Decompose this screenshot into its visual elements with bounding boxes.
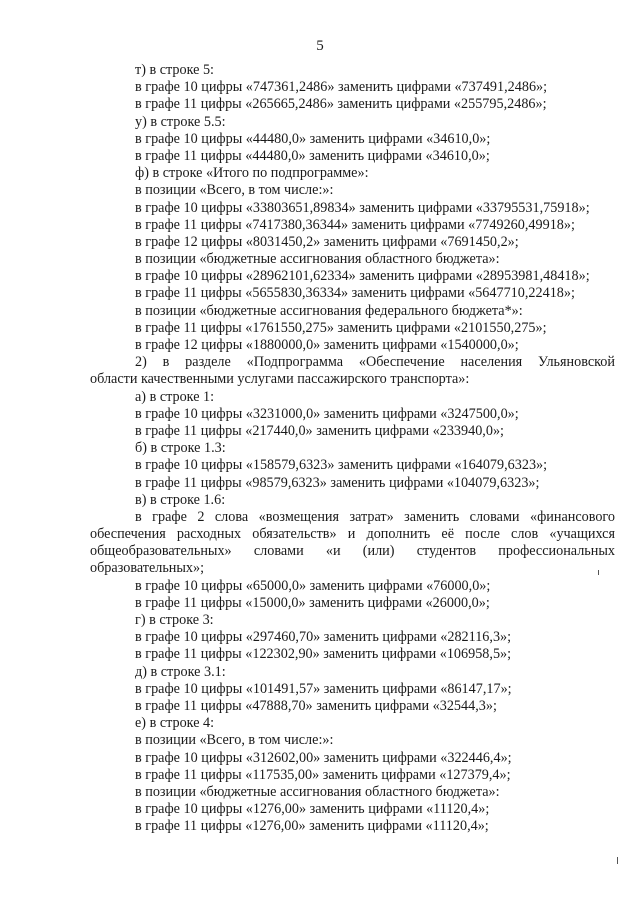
text-line: в графе 11 цифры «265665,2486» заменить цифрами «255795,2486»; [135, 96, 547, 113]
page-number: 5 [316, 38, 324, 54]
text-line: в позиции «бюджетные ассигнования областного бюджета»: [135, 251, 500, 268]
text-line: в графе 11 цифры «122302,90» заменить цифрами «106958,5»; [135, 646, 512, 663]
text-line: в) в строке 1.6: [135, 491, 226, 508]
text-line: в графе 12 цифры «1880000,0» заменить цифрами «1540000,0»; [135, 337, 519, 353]
text-line: в позиции «Всего, в том числе:»: [135, 182, 334, 199]
text-line: в графе 10 цифры «44480,0» заменить цифрами «34610,0»; [135, 130, 491, 147]
text-line: е) в строке 4: [135, 715, 215, 732]
text-line: в графе 10 цифры «101491,57» заменить цифрами «86147,17»; [135, 680, 512, 697]
text-line: в графе 10 цифры «33803651,89834» заменить цифрами «33795531,75918»; [135, 199, 590, 216]
text-line: в графе 10 цифры «3231000,0» заменить цифрами «3247500,0»; [135, 405, 519, 422]
text-line: в графе 11 цифры «7417380,36344» заменить цифрами «7749260,49918»; [135, 216, 575, 233]
text-line: в графе 11 цифры «47888,70» заменить цифрами «32544,3»; [135, 697, 497, 714]
text-line: 2) в разделе «Подпрограмма «Обеспечение населения Ульяновской [135, 354, 615, 371]
text-line: в графе 11 цифры «98579,6323» заменить цифрами «104079,6323»; [135, 474, 540, 491]
text-line: в графе 12 цифры «8031450,2» заменить цифрами «7691450,2»; [135, 233, 519, 250]
text-line: в графе 11 цифры «1276,00» заменить цифрами «11120,4»; [135, 818, 489, 835]
text-line: в графе 10 цифры «28962101,62334» заменить цифрами «28953981,48418»; [135, 268, 590, 285]
text-line: в графе 11 цифры «5655830,36334» заменить цифрами «5647710,22418»; [135, 285, 575, 302]
text-line: в графе 10 цифры «158579,6323» заменить цифрами «164079,6323»; [135, 457, 548, 474]
text-line: в графе 11 цифры «217440,0» заменить цифрами «233940,0»; [135, 422, 504, 439]
text-line: у) в строке 5.5: [135, 113, 226, 130]
text-line: г) в строке 3: [135, 612, 214, 628]
text-line: в графе 10 цифры «65000,0» заменить цифрами «76000,0»; [135, 577, 491, 594]
scan-speck [598, 570, 599, 575]
text-line: т) в строке 5: [135, 62, 214, 78]
document-body [90, 62, 615, 835]
text-line: в графе 2 слова «возмещения затрат» заменить словами «финансового [135, 508, 615, 525]
text-line: в графе 11 цифры «44480,0» заменить цифрами «34610,0»; [135, 147, 490, 164]
text-line: а) в строке 1: [135, 388, 215, 405]
text-line: в графе 11 цифры «117535,00» заменить цифрами «127379,4»; [135, 766, 511, 783]
text-line: в графе 10 цифры «747361,2486» заменить цифрами «737491,2486»; [135, 79, 548, 96]
text-line: обеспечения расходных обязательств» и дополнить её после слов «учащихся [90, 526, 615, 543]
text-line: д) в строке 3.1: [135, 663, 226, 680]
text-line: в графе 10 цифры «1276,00» заменить цифрами «11120,4»; [135, 801, 490, 818]
text-line: в графе 11 цифры «1761550,275» заменить цифрами «2101550,275»; [135, 319, 547, 336]
text-line: в графе 10 цифры «297460,70» заменить цифрами «282116,3»; [135, 629, 512, 646]
text-line: в графе 10 цифры «312602,00» заменить цифрами «322446,4»; [135, 749, 512, 766]
text-line: б) в строке 1.3: [135, 440, 226, 457]
text-line: в позиции «бюджетные ассигнования областного бюджета»: [135, 783, 500, 800]
text-line: образовательных»; [90, 560, 205, 577]
text-line: в графе 11 цифры «15000,0» заменить цифрами «26000,0»; [135, 594, 490, 611]
scan-speck [617, 857, 618, 864]
text-line: в позиции «Всего, в том числе:»: [135, 732, 334, 749]
text-line: в позиции «бюджетные ассигнования федерального бюджета*»: [135, 302, 523, 319]
text-line: ф) в строке «Итого по подпрограмме»: [135, 165, 369, 182]
text-line: области качественными услугами пассажирского транспорта»: [90, 371, 470, 388]
text-line: общеобразовательных» словами «и (или) студентов профессиональных [90, 543, 615, 560]
